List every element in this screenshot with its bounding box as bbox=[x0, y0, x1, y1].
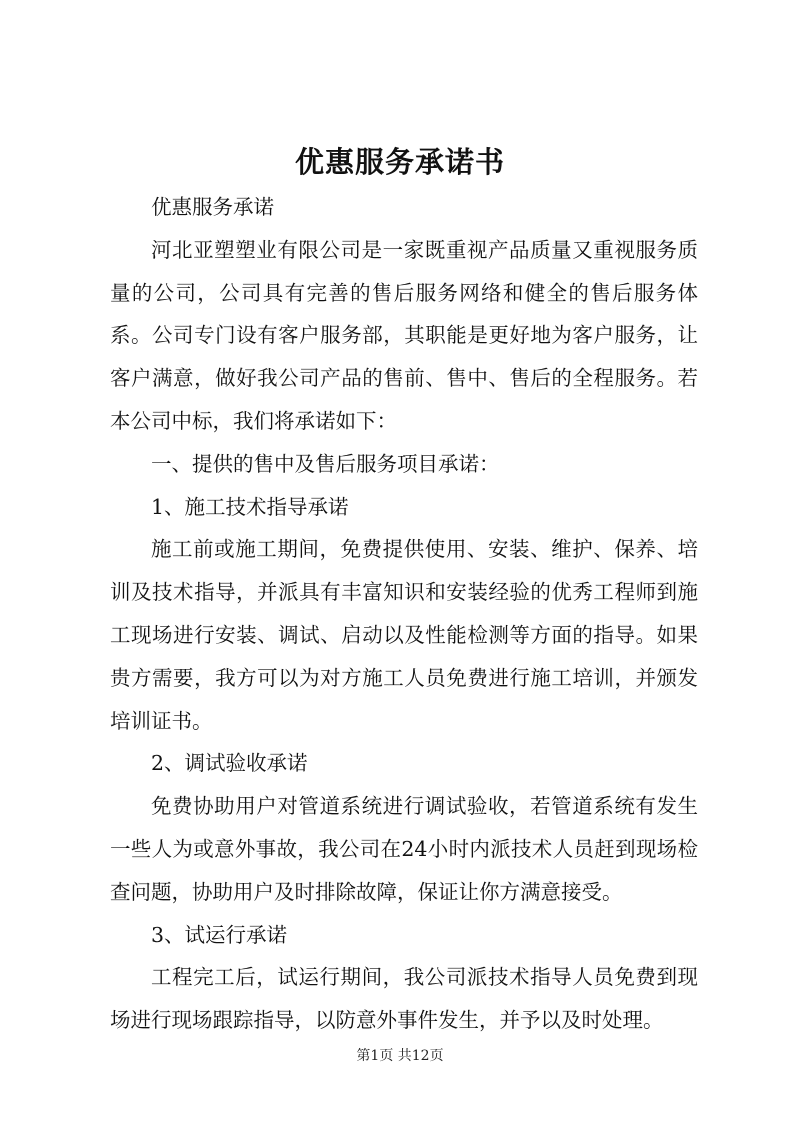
paragraph-trial-run: 工程完工后，试运行期间，我公司派技术指导人员免费到现场进行现场跟踪指导，以防意外事件发生，并予以及时处理。 bbox=[110, 965, 698, 1033]
paragraph-intro: 河北亚塑塑业有限公司是一家既重视产品质量又重视服务质量的公司，公司具有完善的售后服务网络和健全的售后服务体系。公司专门设有客户服务部，其职能是更好地为客户服务，让客户满意，做好我公司产品的售前、售中、售后的全程服务。若本公司中标，我们将承诺如下： bbox=[110, 237, 698, 433]
subheading-commissioning: 2、调试验收承诺 bbox=[151, 751, 308, 776]
section-heading-1: 一、提供的售中及售后服务项目承诺： bbox=[151, 451, 500, 476]
paragraph-commissioning: 免费协助用户对管道系统进行调试验收，若管道系统有发生一些人为或意外事故，我公司在24小时内派技术人员赶到现场检查问题，协助用户及时排除故障，保证让你方满意接受。 bbox=[110, 794, 698, 904]
subheading-trial-run: 3、试运行承诺 bbox=[151, 922, 288, 947]
document-body bbox=[110, 186, 698, 1042]
page-footer: 第1页 共12页 bbox=[356, 1048, 444, 1064]
subheading-construction-guidance: 1、施工技术指导承诺 bbox=[151, 494, 349, 519]
paragraph-subtitle: 优惠服务承诺 bbox=[151, 195, 274, 219]
paragraph-construction-guidance: 施工前或施工期间，免费提供使用、安装、维护、保养、培训及技术指导，并派具有丰富知识和安装经验的优秀工程师到施工现场进行安装、调试、启动以及性能检测等方面的指导。如果贵方需要，我方可以为对方施工人员免费进行施工培训，并颁发培训证书。 bbox=[110, 537, 698, 733]
document-title: 优惠服务承诺书 bbox=[294, 145, 505, 179]
